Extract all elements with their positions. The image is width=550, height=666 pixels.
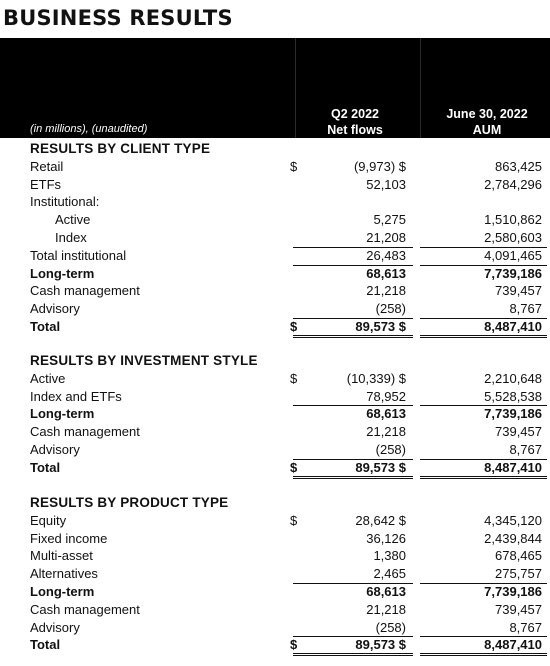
subtotal-rule [420, 247, 547, 248]
total-rule [420, 318, 547, 319]
aum-value: 1,510,862 [484, 212, 542, 228]
table-row [0, 229, 550, 247]
subtotal-rule [293, 265, 413, 266]
table-row [0, 565, 550, 583]
total-rule [420, 459, 547, 460]
row-label: ETFs [30, 176, 62, 192]
row-label: Long-term [30, 406, 95, 422]
total-double-rule [293, 476, 413, 477]
row-label: Index [55, 230, 87, 245]
aum-value: 8,767 [509, 619, 542, 635]
table-row [0, 176, 550, 194]
row-label: Multi-asset [30, 548, 93, 564]
currency-symbol: $ [290, 459, 298, 475]
row-label: Cash management [30, 424, 140, 440]
section-heading-label: RESULTS BY PRODUCT TYPE [30, 495, 229, 510]
subtotal-rule [293, 405, 413, 406]
aum-value: 2,784,296 [484, 176, 542, 192]
total-double-rule [420, 653, 547, 654]
aum-value: 739,457 [495, 283, 542, 299]
net-flows-value: 36,126 [366, 530, 406, 546]
aum-value: 863,425 [495, 158, 542, 174]
currency-symbol: $ [290, 158, 298, 174]
aum-value: 8,487,410 [484, 319, 542, 334]
row-label: Active [55, 212, 91, 228]
table-row [0, 441, 550, 459]
net-flows-value: 28,642 $ [355, 512, 406, 528]
table-row [0, 388, 550, 406]
section-heading [0, 494, 550, 512]
net-flows-value: (9,973) $ [353, 158, 406, 174]
currency-symbol: $ [290, 370, 298, 386]
row-label: Total institutional [30, 247, 127, 263]
total-double-rule [293, 653, 413, 654]
table-row [0, 423, 550, 441]
aum-value: 8,767 [509, 301, 542, 317]
subtotal-rule [420, 265, 547, 266]
table-row [0, 211, 550, 229]
section-heading-label: RESULTS BY INVESTMENT STYLE [30, 353, 258, 368]
total-double-rule [420, 655, 547, 656]
table-row [0, 583, 550, 601]
row-label: Advisory [30, 619, 80, 635]
net-flows-value: 5,275 [373, 212, 406, 228]
table-row [0, 265, 550, 283]
table-row [0, 158, 550, 176]
aum-value: 275,757 [495, 566, 542, 582]
net-flows-value: 1,380 [373, 548, 406, 564]
aum-value: 739,457 [495, 424, 542, 440]
section-heading [0, 140, 550, 158]
column-header-net-flows: Q2 2022 Net flows [327, 107, 383, 137]
total-double-rule [293, 478, 413, 479]
aum-value: 5,528,538 [484, 388, 542, 404]
total-rule [293, 636, 413, 637]
row-label: Equity [30, 512, 67, 528]
net-flows-value: 89,573 $ [355, 319, 406, 334]
net-flows-value: 89,573 $ [355, 459, 406, 475]
table-row [0, 318, 550, 336]
net-flows-value: 89,573 $ [355, 637, 406, 653]
net-flows-value: 26,483 [366, 247, 406, 263]
row-label: Cash management [30, 601, 140, 617]
table-row [0, 601, 550, 619]
section-heading [0, 352, 550, 370]
table-row [0, 459, 550, 477]
column-header-aum: June 30, 2022 AUM [446, 107, 528, 137]
header-divider [295, 38, 296, 138]
row-label: Long-term [30, 584, 95, 599]
total-double-rule [420, 478, 547, 479]
table-row [0, 300, 550, 318]
net-flows-value: 68,613 [366, 265, 406, 281]
table-row [0, 247, 550, 265]
aum-value: 4,091,465 [484, 247, 542, 263]
table-row [0, 512, 550, 530]
net-flows-value: 52,103 [366, 176, 406, 192]
units-note: (in millions), (unaudited) [30, 123, 148, 135]
total-double-rule [293, 337, 413, 338]
row-label: Advisory [30, 442, 80, 457]
page-title: BUSINESS RESULTS [3, 6, 233, 30]
row-label: Institutional: [30, 194, 100, 210]
subtotal-rule [293, 247, 413, 248]
net-flows-value: (10,339) $ [346, 370, 406, 386]
currency-symbol: $ [290, 319, 298, 334]
aum-value: 678,465 [495, 548, 542, 564]
table-row [0, 370, 550, 388]
aum-value: 7,739,186 [484, 265, 542, 281]
total-double-rule [420, 335, 547, 336]
currency-symbol: $ [290, 512, 298, 528]
row-label: Alternatives [30, 566, 98, 582]
row-label: Index and ETFs [30, 388, 122, 404]
net-flows-value: 78,952 [366, 388, 406, 404]
net-flows-value: 21,218 [366, 601, 406, 617]
subtotal-rule [420, 405, 547, 406]
total-double-rule [293, 655, 413, 656]
net-flows-value: 21,218 [366, 283, 406, 299]
row-label: Fixed income [30, 530, 108, 546]
total-rule [293, 318, 413, 319]
table-row [0, 636, 550, 654]
row-label: Cash management [30, 283, 140, 299]
subtotal-rule [293, 583, 413, 584]
net-flows-value: (258) [375, 301, 406, 317]
aum-value: 739,457 [495, 601, 542, 617]
total-double-rule [293, 335, 413, 336]
aum-value: 4,345,120 [484, 512, 542, 528]
row-label: Long-term [30, 265, 95, 281]
table-row [0, 619, 550, 637]
table-row [0, 193, 550, 211]
section-heading-label: RESULTS BY CLIENT TYPE [30, 141, 211, 156]
aum-value: 7,739,186 [484, 406, 542, 422]
table-header-band [0, 38, 550, 138]
row-label: Total [30, 319, 61, 334]
aum-value: 2,580,603 [484, 230, 542, 245]
net-flows-value: (258) [375, 442, 406, 457]
table-row [0, 530, 550, 548]
row-label: Total [30, 637, 61, 653]
aum-value: 2,439,844 [484, 530, 542, 546]
table-row [0, 547, 550, 565]
row-label: Active [30, 370, 66, 386]
row-label: Advisory [30, 301, 80, 317]
net-flows-value: (258) [375, 619, 406, 635]
aum-value: 8,487,410 [484, 459, 542, 475]
subtotal-rule [420, 583, 547, 584]
currency-symbol: $ [290, 637, 298, 653]
total-rule [420, 636, 547, 637]
aum-value: 8,767 [509, 442, 542, 457]
net-flows-value: 68,613 [366, 406, 406, 422]
header-divider [420, 38, 421, 138]
row-label: Retail [30, 158, 64, 174]
table-row [0, 282, 550, 300]
total-double-rule [420, 337, 547, 338]
net-flows-value: 2,465 [373, 566, 406, 582]
net-flows-value: 21,208 [366, 230, 406, 245]
aum-value: 2,210,648 [484, 370, 542, 386]
aum-value: 7,739,186 [484, 584, 542, 599]
net-flows-value: 21,218 [366, 424, 406, 440]
total-rule [293, 459, 413, 460]
aum-value: 8,487,410 [484, 637, 542, 653]
total-double-rule [420, 476, 547, 477]
row-label: Total [30, 459, 61, 475]
net-flows-value: 68,613 [366, 584, 406, 599]
table-row [0, 405, 550, 423]
